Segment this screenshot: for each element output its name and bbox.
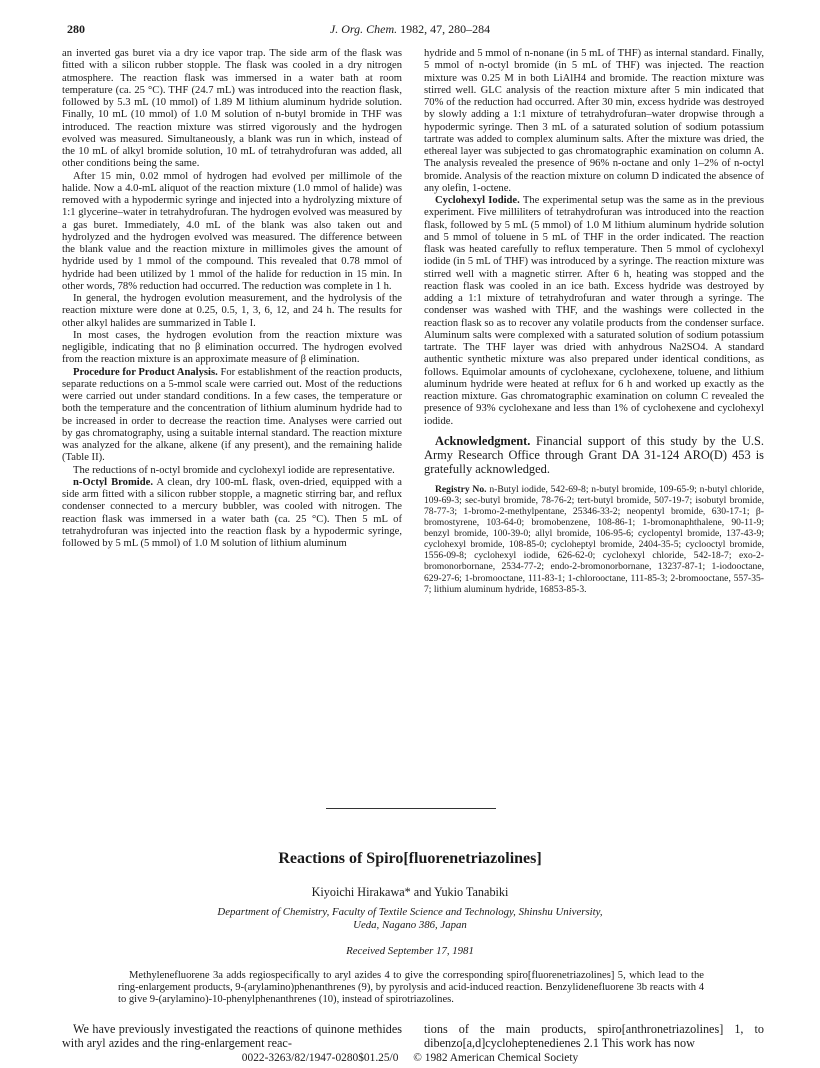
affiliation-line: Department of Chemistry, Faculty of Textile Science and Technology, Shinshu University, (217, 906, 603, 918)
intro-text: tions of the main products, spiro[anthronetriazolines] 1, to dibenzo[a,d]cycloheptenedienes 2.1 This work has now (424, 1022, 764, 1050)
body-paragraph: hydride and 5 mmol of n-nonane (in 5 mL of THF) as internal standard. Finally, 5 mmol of n-octyl bromide (in 5 mL of THF) was injected. The reaction mixture was 0.25 M in both LiAlH4 and bromide. The reaction mixture was stirred well. GLC analysis of the reaction mixture after 5 min indicated that 70% of the reduction had occurred. After 30 min, excess hydride was destroyed by slowly adding a 1:1 mixture of tetrahydrofuran–water dropwise through a hypodermic syringe. Then 3 mL of a saturated solution of sodium potassium tartrate was added to complex aluminum salts. After the mixture was dried, the ethereal layer was subjected to gas chromatographic examination on column A. The analysis revealed the presence of 96% n-octane and only 1–2% of n-octyl bromide. Analysis of the reaction mixture on column D indicated the absence of any olefin, 1-octene. (424, 48, 764, 194)
journal-citation: 1982, 47, 280–284 (400, 22, 491, 36)
registry-heading: Registry No. (435, 483, 487, 495)
paragraph-text: The experimental setup was the same as in the previous experiment. Five milliliters of tetrahydrofuran was introduced into the reaction flask, followed by 5 mL (5 mmol) of 1.0 M lithium aluminum hydride solution and 5 mmol of toluene in 5 mL of THF in the order indicated. The reaction flask was heated carefully to reflux temperature. Then 5 mmol of cyclohexyl iodide (in 5 mL of THF) was introduced by a syringe. The reaction mixture was stirred well with a magnetic stirrer. After 6 h, heating was stopped and the reaction flask was cooled in an ice bath. Excess hydride was destroyed by adding a 1:1 mixture of tetrahydrofuran and water through a syringe. The condenser was washed with THF, and the washings were collected in the reaction flask so as to recover any volatile products from the condenser surface. Aluminum salts were complexed with a saturated solution of sodium potassium tartrate. The THF layer was dried with anhydrous Na2SO4. A standard authentic synthetic mixture was also prepared under identical conditions, as follows. Equimolar amounts of cyclohexane, cyclohexene, toluene, and lithium aluminum hydride were heated at reflux for 6 h and worked up exactly as the reaction mixture. Gas chromatographic examination on column C revealed the presence of 93% cyclohexane and less than 1% of cyclohexene and cyclohexyl iodide. (424, 195, 764, 427)
page-number: 280 (67, 22, 85, 36)
registry-text: n-Butyl iodide, 542-69-8; n-butyl bromide, 109-65-9; n-butyl chloride, 109-69-3; sec-butyl bromide, 78-76-2; tert-butyl bromide, 507-19-7; isobutyl bromide, 78-77-3; 1-bromo-2-methylpentane, 25346-33-2; neopentyl bromide, 630-17-1; β-bromostyrene, 103-64-0; bromobenzene, 108-86-1; 1-bromonaphthalene, 90-11-9; benzyl bromide, 100-39-0; allyl bromide, 106-95-6; cyclopentyl bromide, 137-43-9; cyclohexyl bromide, 108-85-0; cycloheptyl bromide, 2404-35-5; cyclooctyl bromide, 1556-09-8; cyclohexyl iodide, 626-62-0; cyclohexyl chloride, 542-18-7; exo-2-bromonorbornane, 2534-77-2; endo-2-bromonorbornane, 13237-87-1; 1-iodooctane, 629-27-6; 1-bromooctane, 111-83-1; 1-chlorooctane, 111-85-3; 2-bromooctane, 557-35-7; lithium aluminum hydride, 16853-85-3. (424, 483, 764, 595)
registry-numbers (424, 484, 764, 595)
acknowledgment-heading: Acknowledgment. (435, 433, 531, 448)
run-in-heading: n-Octyl Bromide. (73, 476, 153, 488)
right-column (424, 48, 764, 595)
body-paragraph: After 15 min, 0.02 mmol of hydrogen had evolved per millimole of the halide. Now a 4.0-mL aliquot of the reaction mixture (1.0 mmol of halide) was removed with a hypodermic syringe and injected into a hydrolyzing mixture of 1:1 glycerine–water in tetrahydrofuran. The hydrogen evolved was measured by a gas buret. Immediately, 4.0 mL of the blank was also taken out and hydrolyzed and the hydrogen evolved was measured. The difference between the blank value and the reaction mixture in millimoles gives the amount of hydride used by 1 mmol of the compound. This revealed that 0.78 mmol of hydride had been utilized by 1 mmol of the halide for reduction in 15 min. In other words, 78% reduction had occurred. The reduction was complete in 1 h. (62, 170, 402, 292)
body-paragraph (424, 195, 764, 428)
intro-text: We have previously investigated the reactions of quinone methides with aryl azides and the ring-enlargement reac- (62, 1022, 402, 1050)
copyright-notice: © 1982 American Chemical Society (413, 1052, 579, 1064)
page-footer (0, 1052, 820, 1064)
received-date: Received September 17, 1981 (346, 945, 474, 957)
run-in-heading: Cyclohexyl Iodide. (435, 195, 520, 206)
article-title: Reactions of Spiro[fluorenetriazolines] (278, 850, 542, 867)
body-paragraph (62, 367, 402, 465)
acknowledgment (424, 434, 764, 476)
article-code: 0022-3263/82/1947-0280$01.25/0 (241, 1052, 399, 1064)
body-paragraph: The reductions of n-octyl bromide and cyclohexyl iodide are representative. (73, 464, 395, 476)
run-in-heading: Procedure for Product Analysis. (73, 366, 218, 378)
paragraph-text: A clean, dry 100-mL flask, oven-dried, equipped with a side arm fitted with a silicon rubber stopple, a magnetic stirring bar, and reflux condenser connected to a mercury bubbler, was cooled with nitrogen. The reaction flask was immersed in a water bath (ca. 25 °C). Then 5 mL of tetrahydrofuran was injected into the reaction flask by a hypodermic syringe, followed by 5 mL (5 mmol) of 1.0 M solution of lithium aluminum (62, 476, 402, 549)
paragraph-text: For establishment of the reaction products, separate reductions on a 5-mmol scale were carried out. Most of the reductions were carried out under standard conditions. In a few cases, the temperature or both the temperature and the concentration of lithium aluminum hydride had to be increased in order to decrease the reaction time. Analyses were carried out by gas chromatography, using a suitable internal standard. The reaction mixture was analyzed for the alkane, alkene (if any present), and the remaining halide (Table II). (62, 366, 402, 464)
affiliation-line: Ueda, Nagano 386, Japan (353, 918, 467, 931)
section-divider (326, 808, 496, 809)
body-paragraph: In general, the hydrogen evolution measurement, and the hydrolysis of the reaction mixture were done at 0.25, 0.5, 1, 3, 6, 12, and 24 h. The results for other alkyl halides are summarized in Table I. (62, 293, 402, 329)
article-authors: Kiyoichi Hirakawa* and Yukio Tanabiki (311, 885, 509, 899)
left-column (62, 48, 402, 550)
abstract-text: Methylenefluorene 3a adds regiospecifically to aryl azides 4 to give the corresponding spiro[fluorenetriazolines] 5, which lead to the ring-enlargement products, 9-(arylamino)phenanthrenes (9), by pyrolysis and acid-induced reaction. Benzylidenefluorene 3b reacts with 4 to give 9-(arylamino)-10-phenylphenanthrenes (10), instead of spirotriazolines. (118, 970, 704, 1006)
author-affiliation (120, 906, 700, 931)
body-paragraph (62, 477, 402, 551)
acknowledgment-text: Financial support of this study by the U.S. Army Research Office through Grant DA 31-124 ARO(D) 453 is gratefully acknowledged. (424, 433, 764, 476)
intro-left-column (62, 1022, 402, 1050)
body-paragraph: an inverted gas buret via a dry ice vapor trap. The side arm of the flask was fitted with a silicon rubber stopple. The flask was cooled in a dry nitrogen atmosphere. The reaction flask was immersed in a water bath at room temperature (ca. 25 °C). THF (24.7 mL) was introduced into the reaction flask, followed by 5.3 mL (10 mmol) of 1.89 M lithium aluminum hydride solution. Finally, 10 mL (10 mmol) of 1.0 M solution of n-butyl bromide in THF was introduced. The reaction mixture was stirred vigorously and the hydrogen evolved was measured. Simultaneously, a blank was run in which, instead of the 10 mL of alkyl bromide solution, 10 mL of tetrahydrofuran was added, all other conditions being the same. (62, 48, 402, 170)
article-abstract (118, 970, 704, 1007)
intro-right-column (424, 1022, 764, 1050)
running-header (0, 22, 820, 37)
body-paragraph: In most cases, the hydrogen evolution from the reaction mixture was negligible, indicating that no β elimination occurred. The hydrogen evolved from the reaction mixture is an approximate measure of β elimination. (62, 329, 402, 366)
journal-name: J. Org. Chem. (329, 22, 398, 36)
